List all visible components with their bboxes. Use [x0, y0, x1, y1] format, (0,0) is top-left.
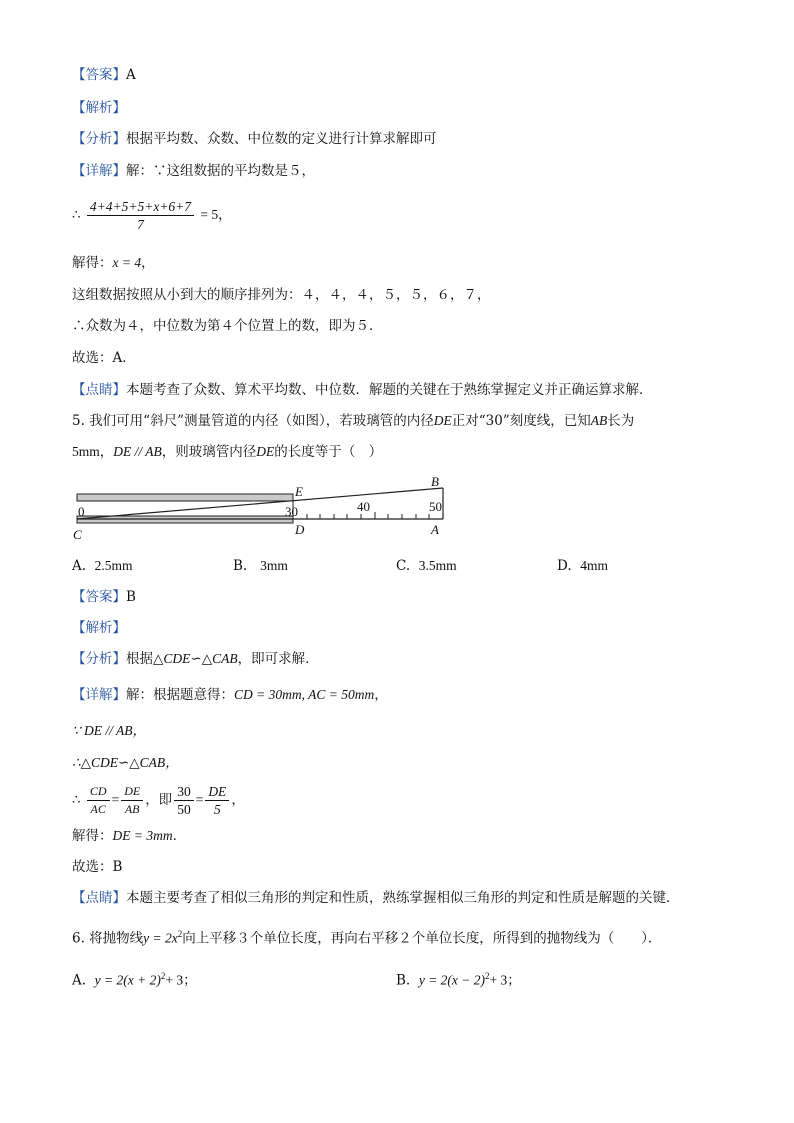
- fenxi-text-a: 根据: [126, 651, 153, 667]
- option-tail: + 3；: [165, 972, 197, 988]
- mean-rhs: = 5，: [200, 207, 232, 222]
- ratio-denominator: AC: [90, 802, 106, 816]
- q6-option-a[interactable]: [72, 967, 197, 990]
- q5-stem-de-2: DE: [256, 444, 275, 459]
- q4-order-line: 这组数据按照从小到大的顺序排列为：４，４，４，５，５，６，７，: [72, 287, 491, 303]
- solve-value: x = 4: [112, 255, 142, 270]
- comment-tag: 【点睛】: [72, 382, 126, 398]
- ratio-fraction-2: [121, 783, 143, 818]
- q5-option-b[interactable]: [233, 557, 288, 575]
- q5-fenxi-line: [72, 650, 319, 668]
- option-exponent: 2: [160, 971, 166, 981]
- therefore-symbol: ∴: [72, 207, 81, 223]
- ratio-fraction-3: [174, 783, 194, 818]
- comment-text: 本题考查了众数、算术平均数、中位数．解题的关键在于熟练掌握定义并正确运算求解．: [126, 382, 653, 398]
- analysis-tag: 【解析】: [72, 620, 126, 636]
- equals-sign: =: [195, 792, 204, 807]
- q6-stem-exponent: 2: [177, 929, 183, 939]
- point-label-a: A: [431, 522, 439, 537]
- q5-stem-line-2: [72, 443, 382, 461]
- ratio-denominator: AB: [124, 802, 140, 816]
- q6-stem-text-b: 向上平移３个单位长度，再向右平移２个单位长度，所得到的抛物线为（ ）．: [182, 930, 662, 947]
- q5-stem-text-c: 长为: [607, 413, 635, 429]
- solve-tail: ．: [172, 828, 187, 844]
- detail-text: 解：∵这组数据的平均数是５，: [126, 163, 315, 179]
- solve-tail: ，: [141, 255, 155, 271]
- q5-choose-line: 故选：B: [72, 859, 123, 875]
- q5-stem-text-e: 的长度等于（ ）: [274, 444, 383, 460]
- slant-ruler-figure: [70, 474, 460, 544]
- point-label-e: E: [295, 484, 303, 499]
- q5-stem-de: DE: [433, 413, 452, 428]
- q4-comment-line: [72, 381, 653, 399]
- comment-tag: 【点睛】: [72, 890, 126, 906]
- q5-analysis-line: [72, 619, 126, 637]
- tick-label-30: 30: [285, 504, 298, 519]
- equals-sign: =: [111, 792, 120, 807]
- ratio-fraction-1: [87, 783, 110, 818]
- q5-option-a[interactable]: [72, 557, 133, 575]
- solve-label: 解得：: [72, 828, 113, 844]
- tick-label-0: 0: [78, 504, 85, 519]
- q5-stem-text-b: 正对“30”刻度线，已知: [451, 413, 591, 429]
- ratio-numerator: CD: [87, 783, 110, 801]
- mean-fraction: [87, 198, 194, 233]
- tick-label-40: 40: [357, 499, 370, 514]
- fenxi-tag: 【分析】: [72, 651, 126, 667]
- ratio-numerator: DE: [121, 783, 143, 801]
- analysis-tag: 【解析】: [72, 100, 126, 116]
- tube-top-wall: [77, 494, 293, 501]
- option-math: y = 2(x − 2): [418, 972, 486, 988]
- q5-solve-line: [72, 827, 186, 845]
- q5-answer-line: [72, 588, 136, 606]
- fenxi-tag: 【分析】: [72, 131, 126, 147]
- q4-answer-line: [72, 66, 136, 84]
- q4-solve-line: [72, 254, 155, 272]
- point-label-d: D: [295, 522, 305, 537]
- option-text: 4mm: [580, 558, 608, 573]
- q6-stem-math: y = 2x: [143, 930, 178, 946]
- q5-stem-5mm: 5mm，: [72, 444, 114, 459]
- option-letter: B.: [396, 972, 411, 989]
- option-text: 3mm: [260, 558, 288, 573]
- detail-tag: 【详解】: [72, 687, 126, 703]
- q5-comment-line: [72, 889, 680, 907]
- option-exponent: 2: [485, 971, 490, 981]
- q6-option-b[interactable]: [396, 967, 521, 990]
- fenxi-math: △CDE∽△CAB: [153, 651, 238, 666]
- option-letter: A.: [72, 558, 87, 574]
- q5-stem-ab: AB: [590, 413, 608, 428]
- tick-label-50: 50: [429, 499, 442, 514]
- fenxi-text: 根据平均数、众数、中位数的定义进行计算求解即可: [126, 131, 437, 147]
- ratio-fraction-4: [205, 783, 229, 818]
- option-text: 2.5mm: [94, 558, 133, 573]
- ratio-tail: ，: [231, 792, 245, 808]
- answer-tag: 【答案】: [72, 67, 126, 83]
- point-label-c: C: [73, 527, 82, 542]
- q5-stem-text-d: ，则玻璃管内径: [161, 444, 257, 460]
- q5-option-c[interactable]: [396, 557, 457, 575]
- ratio-denominator: 5: [213, 802, 221, 817]
- fenxi-text-b: ，即可求解．: [237, 651, 319, 667]
- q4-mode-line: ∴众数为４，中位数为第４个位置上的数，即为５．: [72, 318, 383, 334]
- q5-detail-line: [72, 686, 388, 704]
- q4-detail-line: [72, 162, 315, 180]
- detail-tag: 【详解】: [72, 163, 126, 179]
- option-letter: C.: [396, 558, 411, 574]
- point-label-b: B: [431, 474, 439, 489]
- q5-stem-line-1: [72, 412, 634, 430]
- option-letter: A.: [72, 972, 87, 989]
- q4-analysis-line: [72, 99, 126, 117]
- ratio-mid-text: ，即: [145, 792, 173, 808]
- answer-value: B: [126, 589, 136, 605]
- q4-mean-equation: [72, 196, 232, 234]
- q6-stem-line: [72, 925, 662, 948]
- detail-text-b: ，: [374, 687, 388, 703]
- option-letter: B.: [233, 558, 248, 574]
- ratio-denominator: 50: [177, 802, 191, 817]
- q5-stem-parallel: DE // AB: [113, 444, 162, 459]
- q5-ratio-line: [72, 780, 245, 820]
- solve-label: 解得：: [72, 255, 113, 271]
- detail-math: CD = 30mm, AC = 50mm: [234, 687, 375, 702]
- solve-value: DE = 3mm: [112, 828, 173, 843]
- q5-similar-line: ∴△CDE∽△CAB，: [72, 755, 179, 770]
- q4-fenxi-line: [72, 130, 437, 148]
- q4-choose-line: 故选：A．: [72, 350, 136, 366]
- ratio-numerator: 30: [174, 783, 194, 801]
- mean-denominator: 7: [137, 217, 144, 232]
- mean-numerator: 4+4+5+5+x+6+7: [87, 198, 194, 216]
- option-tail: + 3；: [489, 972, 521, 988]
- q5-because-line: ∵ DE // AB，: [72, 723, 146, 738]
- q5-option-d[interactable]: [557, 557, 608, 575]
- option-letter: D.: [557, 558, 572, 574]
- q6-stem-text-a: 6. 将抛物线: [72, 930, 144, 947]
- answer-tag: 【答案】: [72, 589, 126, 605]
- ratio-numerator: DE: [205, 783, 229, 801]
- therefore-symbol: ∴: [72, 792, 81, 808]
- detail-text-a: 解：根据题意得：: [126, 687, 234, 703]
- answer-value: A: [126, 67, 136, 83]
- option-text: 3.5mm: [418, 558, 457, 573]
- option-math: y = 2(x + 2): [94, 972, 161, 988]
- q5-stem-text: 5. 我们可用“斜尺”测量管道的内径（如图），若玻璃管的内径: [72, 413, 434, 429]
- comment-text: 本题主要考查了相似三角形的判定和性质，熟练掌握相似三角形的判定和性质是解题的关键．: [126, 890, 680, 906]
